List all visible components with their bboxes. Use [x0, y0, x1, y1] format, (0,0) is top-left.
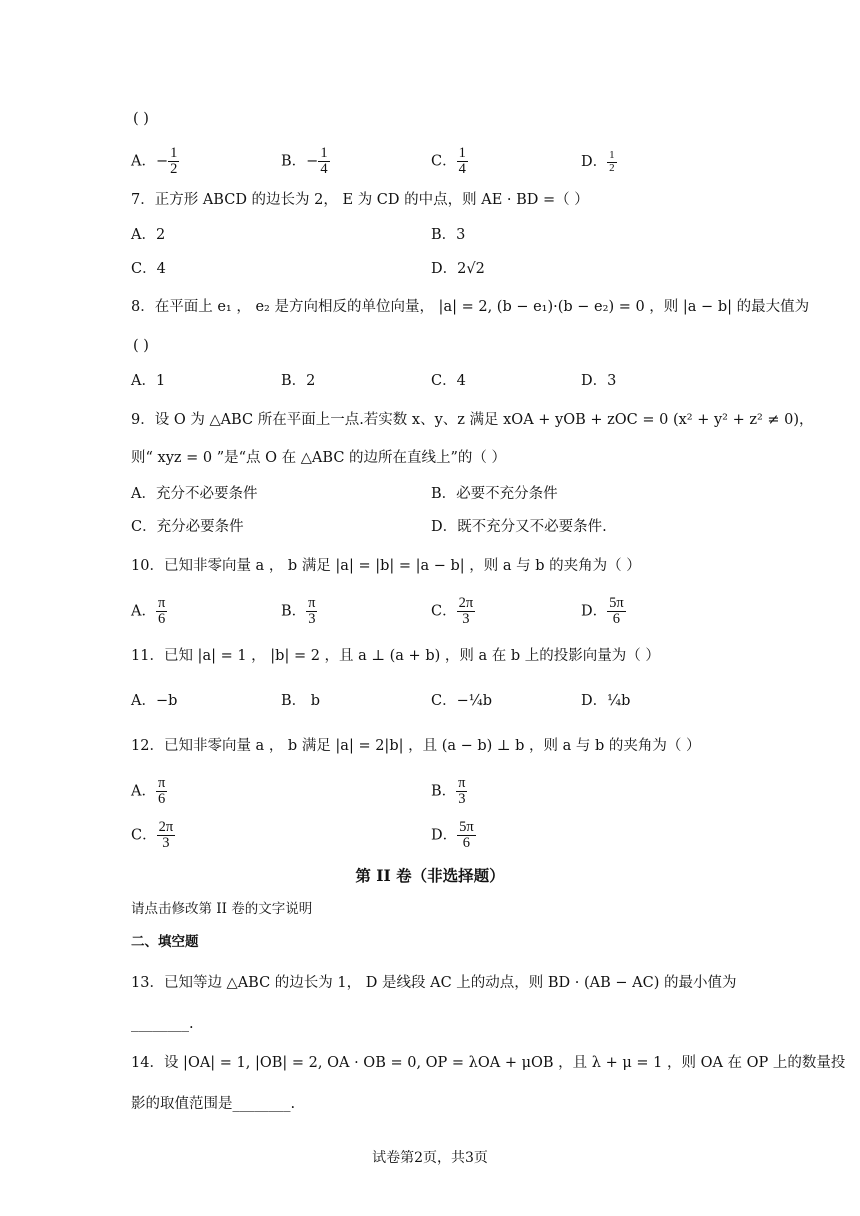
q14-stem: 14．设 |OA| = 1, |OB| = 2, OA · OB = 0, OP = λOA + μOB ，且 λ + μ = 1 ，则 OA 在 OP 上的数量投: [131, 1055, 846, 1071]
q11-option-c: C．−¼b: [431, 693, 493, 709]
numerator: π: [458, 775, 466, 791]
denominator: 6: [158, 791, 166, 808]
q11-option-d: D．¼b: [581, 693, 631, 709]
option-fraction: [456, 776, 467, 807]
option-label: C．: [131, 827, 157, 844]
option-sign: −: [306, 153, 319, 170]
q6-option-a: [131, 146, 179, 177]
option-fraction: [156, 776, 167, 807]
q11-stem: 11．已知 |a| = 1 ， |b| = 2 ，且 a ⊥ (a + b) ，则 a 在 b 上的投影向量为（ ）: [131, 648, 660, 664]
q7-stem: 7．正方形 ABCD 的边长为 2， E 为 CD 的中点，则 AE · BD =（ ）: [131, 192, 589, 208]
q6-option-d: [581, 150, 617, 174]
numerator: 1: [458, 145, 466, 161]
q14-stem-continued: 影的取值范围是________.: [131, 1096, 296, 1112]
option-fraction: [607, 150, 617, 174]
q10-option-c: [431, 596, 475, 627]
option-label: A．: [131, 153, 156, 170]
q13-answer-blank: ________.: [131, 1016, 194, 1032]
q6-option-b: [281, 146, 330, 177]
denominator: 2: [170, 161, 178, 178]
q8-answer-bracket: ( ): [133, 338, 149, 354]
denominator: 6: [158, 611, 166, 628]
option-label: B．: [281, 153, 307, 170]
denominator: 2: [609, 161, 615, 174]
q12-stem: 12．已知非零向量 a ， b 满足 |a| = 2|b| ，且 (a − b) ⊥ b ，则 a 与 b 的夹角为（ ）: [131, 738, 701, 754]
q12-option-c: [131, 820, 175, 851]
denominator: 4: [320, 161, 328, 178]
q9-option-a: A．充分不必要条件: [131, 486, 258, 502]
option-label: B．: [281, 603, 307, 620]
q11-option-a: A．−b: [131, 693, 178, 709]
denominator: 3: [462, 611, 470, 628]
option-label: C．: [431, 603, 457, 620]
q7-option-d: D．2√2: [431, 261, 485, 277]
option-label: B．: [431, 783, 457, 800]
option-fraction: [607, 596, 626, 627]
option-fraction: [457, 146, 468, 177]
q9-stem-continued: 则“ xyz = 0 ”是“点 O 在 △ABC 的边所在直线上”的（ ）: [131, 450, 507, 466]
q8-option-c: C．4: [431, 373, 466, 389]
option-fraction: [157, 820, 176, 851]
part2-note: 请点击修改第 II 卷的文字说明: [131, 901, 313, 917]
q9-stem: 9．设 O 为 △ABC 所在平面上一点.若实数 x、y、z 满足 xOA + yOB + zOC = 0 (x² + y² + z² ≠ 0)，: [131, 412, 814, 428]
numerator: 1: [609, 149, 615, 161]
option-fraction: [168, 146, 179, 177]
option-sign: −: [155, 153, 169, 170]
denominator: 3: [458, 791, 466, 808]
q7-option-c: C．4: [131, 261, 166, 277]
q6-option-c: [431, 146, 468, 177]
numerator: 2π: [458, 595, 474, 611]
option-fraction: [457, 596, 476, 627]
denominator: 6: [612, 611, 621, 628]
option-label: D．: [581, 154, 608, 171]
q12-option-d: [431, 820, 476, 851]
q10-option-b: [281, 596, 317, 627]
q10-option-d: [581, 596, 626, 627]
denominator: 3: [162, 835, 170, 852]
option-label: D．: [431, 827, 458, 844]
q7-option-b: B．3: [431, 227, 466, 243]
q10-option-a: [131, 596, 167, 627]
denominator: 6: [462, 835, 471, 852]
q10-stem: 10．已知非零向量 a ， b 满足 |a| = |b| = |a − b| ，则 a 与 b 的夹角为（ ）: [131, 558, 641, 574]
q8-option-b: B．2: [281, 373, 316, 389]
page-footer: 试卷第2页，共3页: [372, 1150, 488, 1166]
q13-stem: 13．已知等边 △ABC 的边长为 1， D 是线段 AC 上的动点，则 BD · (AB − AC) 的最小值为: [131, 975, 737, 991]
q8-option-d: D．3: [581, 373, 617, 389]
q12-option-a: [131, 776, 167, 807]
q7-option-a: A．2: [131, 227, 166, 243]
part2-title: 第 II 卷（非选择题）: [355, 866, 505, 885]
q11-option-b: B． b: [281, 693, 321, 709]
denominator: 4: [458, 161, 466, 178]
numerator: π: [157, 775, 166, 791]
section-heading: 二、填空题: [131, 934, 199, 950]
option-label: D．: [581, 603, 608, 620]
numerator: π: [157, 595, 166, 611]
option-fraction: [457, 820, 476, 851]
q8-stem: 8．在平面上 e₁ ， e₂ 是方向相反的单位向量， |a| = 2, (b − e₁)·(b − e₂) = 0 ，则 |a − b| 的最大值为: [131, 299, 810, 315]
numerator: 1: [170, 145, 178, 161]
option-label: A．: [131, 783, 156, 800]
q9-option-d: D．既不充分又不必要条件.: [431, 519, 607, 535]
numerator: 2π: [158, 819, 174, 835]
option-fraction: [306, 596, 317, 627]
numerator: π: [308, 595, 316, 611]
denominator: 3: [308, 611, 316, 628]
option-fraction: [156, 596, 167, 627]
numerator: 1: [320, 145, 328, 161]
option-label: C．: [431, 153, 457, 170]
q9-option-c: C．充分必要条件: [131, 519, 244, 535]
numerator: 5π: [459, 819, 474, 835]
q8-option-a: A．1: [131, 373, 166, 389]
option-label: A．: [131, 603, 156, 620]
option-fraction: [318, 146, 329, 177]
q12-option-b: [431, 776, 467, 807]
numerator: 5π: [609, 595, 624, 611]
q6-answer-bracket: ( ): [133, 111, 149, 127]
q9-option-b: B．必要不充分条件: [431, 486, 558, 502]
